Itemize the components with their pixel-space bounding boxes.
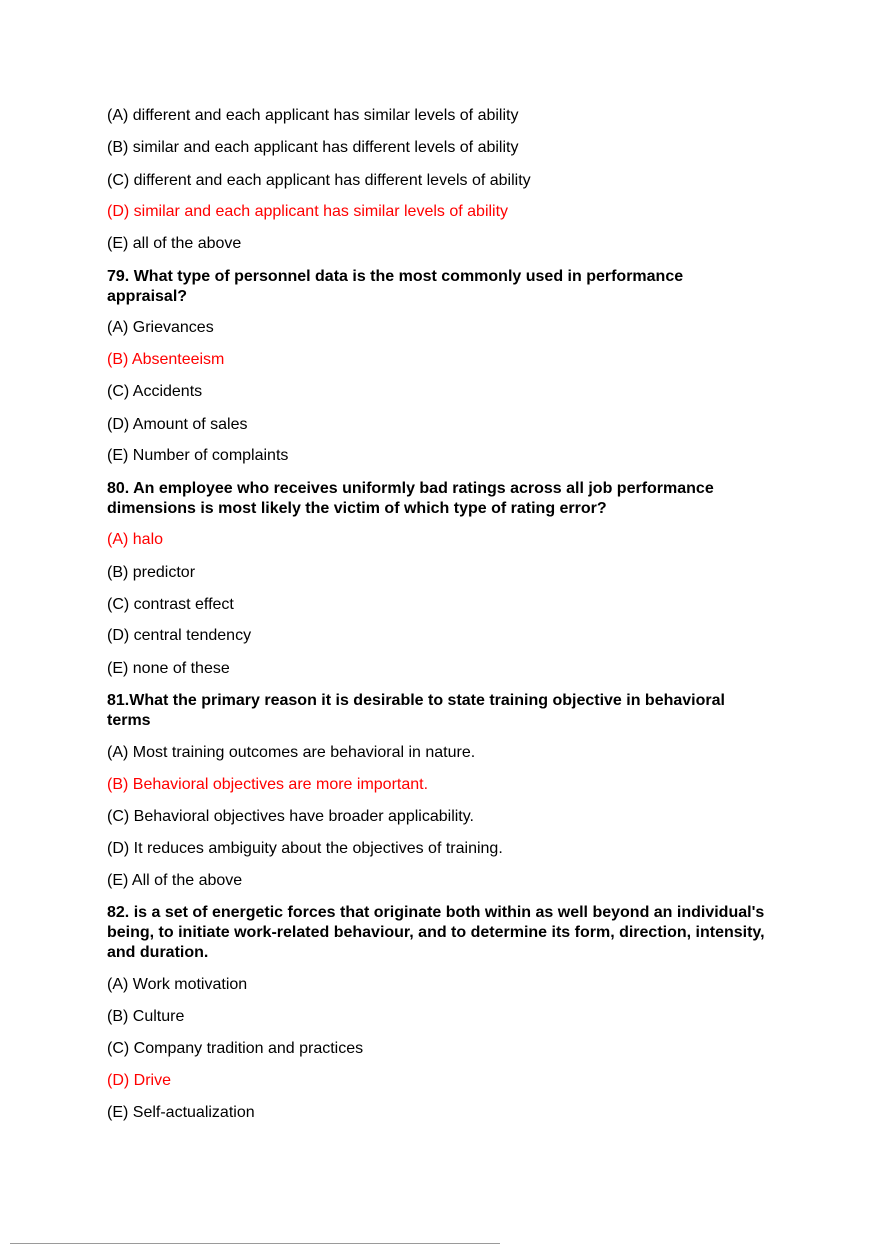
footer-divider: [10, 1243, 500, 1244]
q82-question: 82. is a set of energetic forces that originate both within as well beyond an individual's being, to initiate work-related behaviour, and to determine its form, direction, intensity, and duration.: [107, 904, 765, 961]
q79-option-d: (D) Amount of sales: [107, 416, 248, 433]
q79-option-c: (C) Accidents: [107, 383, 203, 400]
q78-option-b: (B) similar and each applicant has different levels of ability: [107, 139, 519, 156]
q79-option-a: (A) Grievances: [107, 319, 214, 336]
q82-option-b: (B) Culture: [107, 1008, 185, 1025]
q81-option-d: (D) It reduces ambiguity about the objectives of training.: [107, 840, 503, 857]
q79-question: 79. What type of personnel data is the most commonly used in performance appraisal?: [107, 268, 684, 305]
q78-option-a: (A) different and each applicant has similar levels of ability: [107, 107, 519, 124]
q82-option-e: (E) Self-actualization: [107, 1104, 255, 1121]
q78-option-c: (C) different and each applicant has different levels of ability: [107, 172, 531, 189]
q78-option-e: (E) all of the above: [107, 235, 242, 252]
q81-option-e: (E) All of the above: [107, 872, 243, 889]
q80-option-a-correct: (A) halo: [107, 531, 164, 548]
q81-option-a: (A) Most training outcomes are behavioral in nature.: [107, 744, 476, 761]
q82-option-c: (C) Company tradition and practices: [107, 1040, 364, 1057]
q80-question: 80. An employee who receives uniformly bad ratings across all job performance dimensions is most likely the victim of which type of rating error?: [107, 480, 714, 517]
q80-option-d: (D) central tendency: [107, 627, 252, 644]
q80-option-e: (E) none of these: [107, 660, 230, 677]
q81-option-b-correct: (B) Behavioral objectives are more important.: [107, 776, 429, 793]
q80-option-c: (C) contrast effect: [107, 596, 234, 613]
q79-option-e: (E) Number of complaints: [107, 447, 289, 464]
q81-question: 81.What the primary reason it is desirable to state training objective in behavioral terms: [107, 692, 725, 729]
q81-option-c: (C) Behavioral objectives have broader applicability.: [107, 808, 474, 825]
q78-option-d-correct: (D) similar and each applicant has similar levels of ability: [107, 203, 509, 220]
q82-option-a: (A) Work motivation: [107, 976, 248, 993]
q80-option-b: (B) predictor: [107, 564, 196, 581]
q79-option-b-correct: (B) Absenteeism: [107, 351, 225, 368]
q82-option-d-correct: (D) Drive: [107, 1072, 171, 1089]
